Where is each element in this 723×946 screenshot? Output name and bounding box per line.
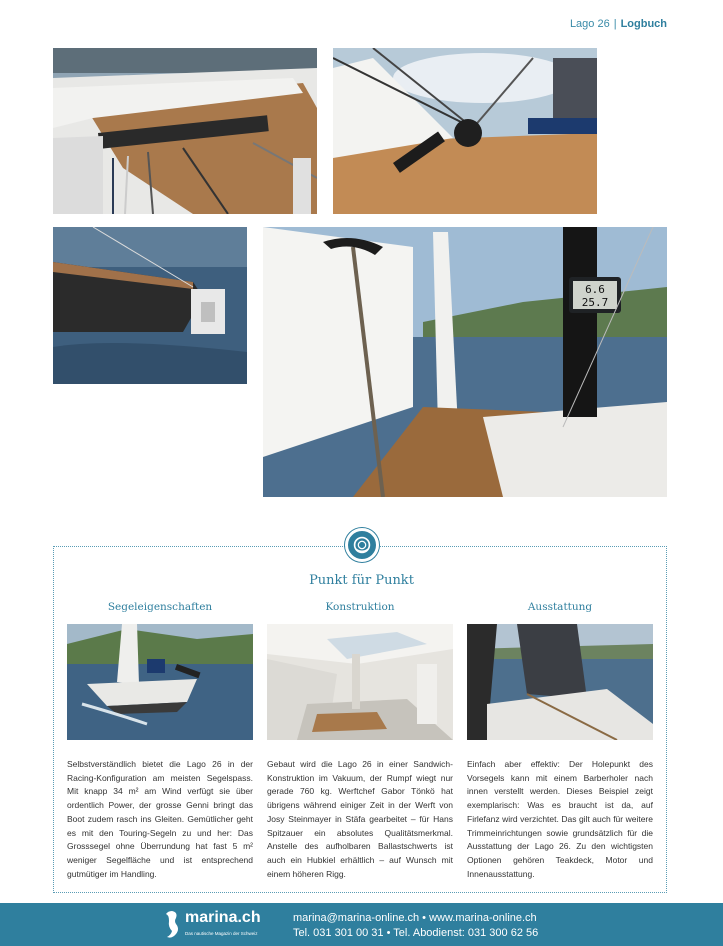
logo-name: marina.ch: [185, 909, 261, 926]
column-text: Gebaut wird die Lago 26 in einer Sandwich-Konstruktion im Vakuum, der Rumpf wiegt nur gerade 760 kg. Werftchef Gabor Tönkö hat übrigens während einiger Zeit in der Werft von Josy Steinmayer in Stäfa gearbeitet – für Hans Spitzauer ein absolutes Qualitätsmerkmal. Anstelle des aufholbaren Ballastschwerts ist auch ein Hubkiel erhältlich – auf Wunsch mit einem höheren Rigg.: [267, 759, 453, 879]
header-separator: |: [613, 18, 617, 30]
column-equipment: [467, 601, 653, 881]
column-heading: Segeleigenschaften: [107, 601, 213, 613]
magazine-title: Lago 26: [569, 18, 610, 30]
column-text: Selbstverständlich bietet die Lago 26 in der Racing-Konfiguration am meisten Segelspass. Mit knapp 34 m² am Wind verfügt sie über ordentlich Power, der grosse Genni bringt das Boot zudem rasch ins Gleiten. Gemütlicher geht es mit den Touring-Segeln zu und her: Das Grosssegel ohne Überrundung hat fast 5 m² weniger Segelfläche und ist entsprechend gutmütiger im Handling.: [67, 759, 253, 879]
wind-display-line2: 25.7: [581, 296, 609, 309]
footer-bar: [0, 903, 723, 946]
logo-tagline: Das nautische Magazin der Schweiz: [185, 931, 258, 936]
photo-cabin-interior: [267, 624, 453, 740]
photo-foredeck-view: [263, 227, 667, 497]
box-title: Punkt für Punkt: [309, 573, 414, 588]
column-heading: Konstruktion: [325, 601, 395, 613]
wind-display-line1: 6.6: [585, 283, 605, 296]
contact-email-web[interactable]: marina@marina-online.ch • www.marina-online.ch: [293, 912, 537, 924]
seahorse-icon: [160, 909, 182, 941]
column-heading: Ausstattung: [527, 601, 593, 613]
lifebuoy-icon: [345, 528, 379, 562]
running-header: [570, 18, 667, 30]
column-sailing: [67, 601, 253, 881]
photo-stern-rudder: [53, 227, 247, 384]
contact-phone: Tel. 031 301 00 31 • Tel. Abodienst: 031 300 62 56: [293, 927, 539, 939]
section-name: Logbuch: [620, 18, 667, 30]
contact-info: [293, 911, 538, 941]
photo-deck-clutches: [53, 48, 317, 214]
column-construction: [267, 601, 453, 881]
marina-logo[interactable]: [160, 909, 275, 941]
column-text: Einfach aber effektiv: Der Holepunkt des Vorsegels kann mit einem Barberholer nach innen verstellt werden. Dieses Beispiel zeigt exemplarisch: Was es braucht ist da, auf Firlefanz wird verzichtet. Das gilt auch für weitere Trimmeinrichtungen sowie grundsätzlich für die Ausstattung der Lago 26. Zu den wichtigsten Optionen gehören Teakdeck, Motor und Innenausstattung.: [467, 759, 653, 879]
photo-barberhauler: [467, 624, 653, 740]
photo-sailing-action: [67, 624, 253, 740]
photo-winch-shoes: [333, 48, 597, 214]
